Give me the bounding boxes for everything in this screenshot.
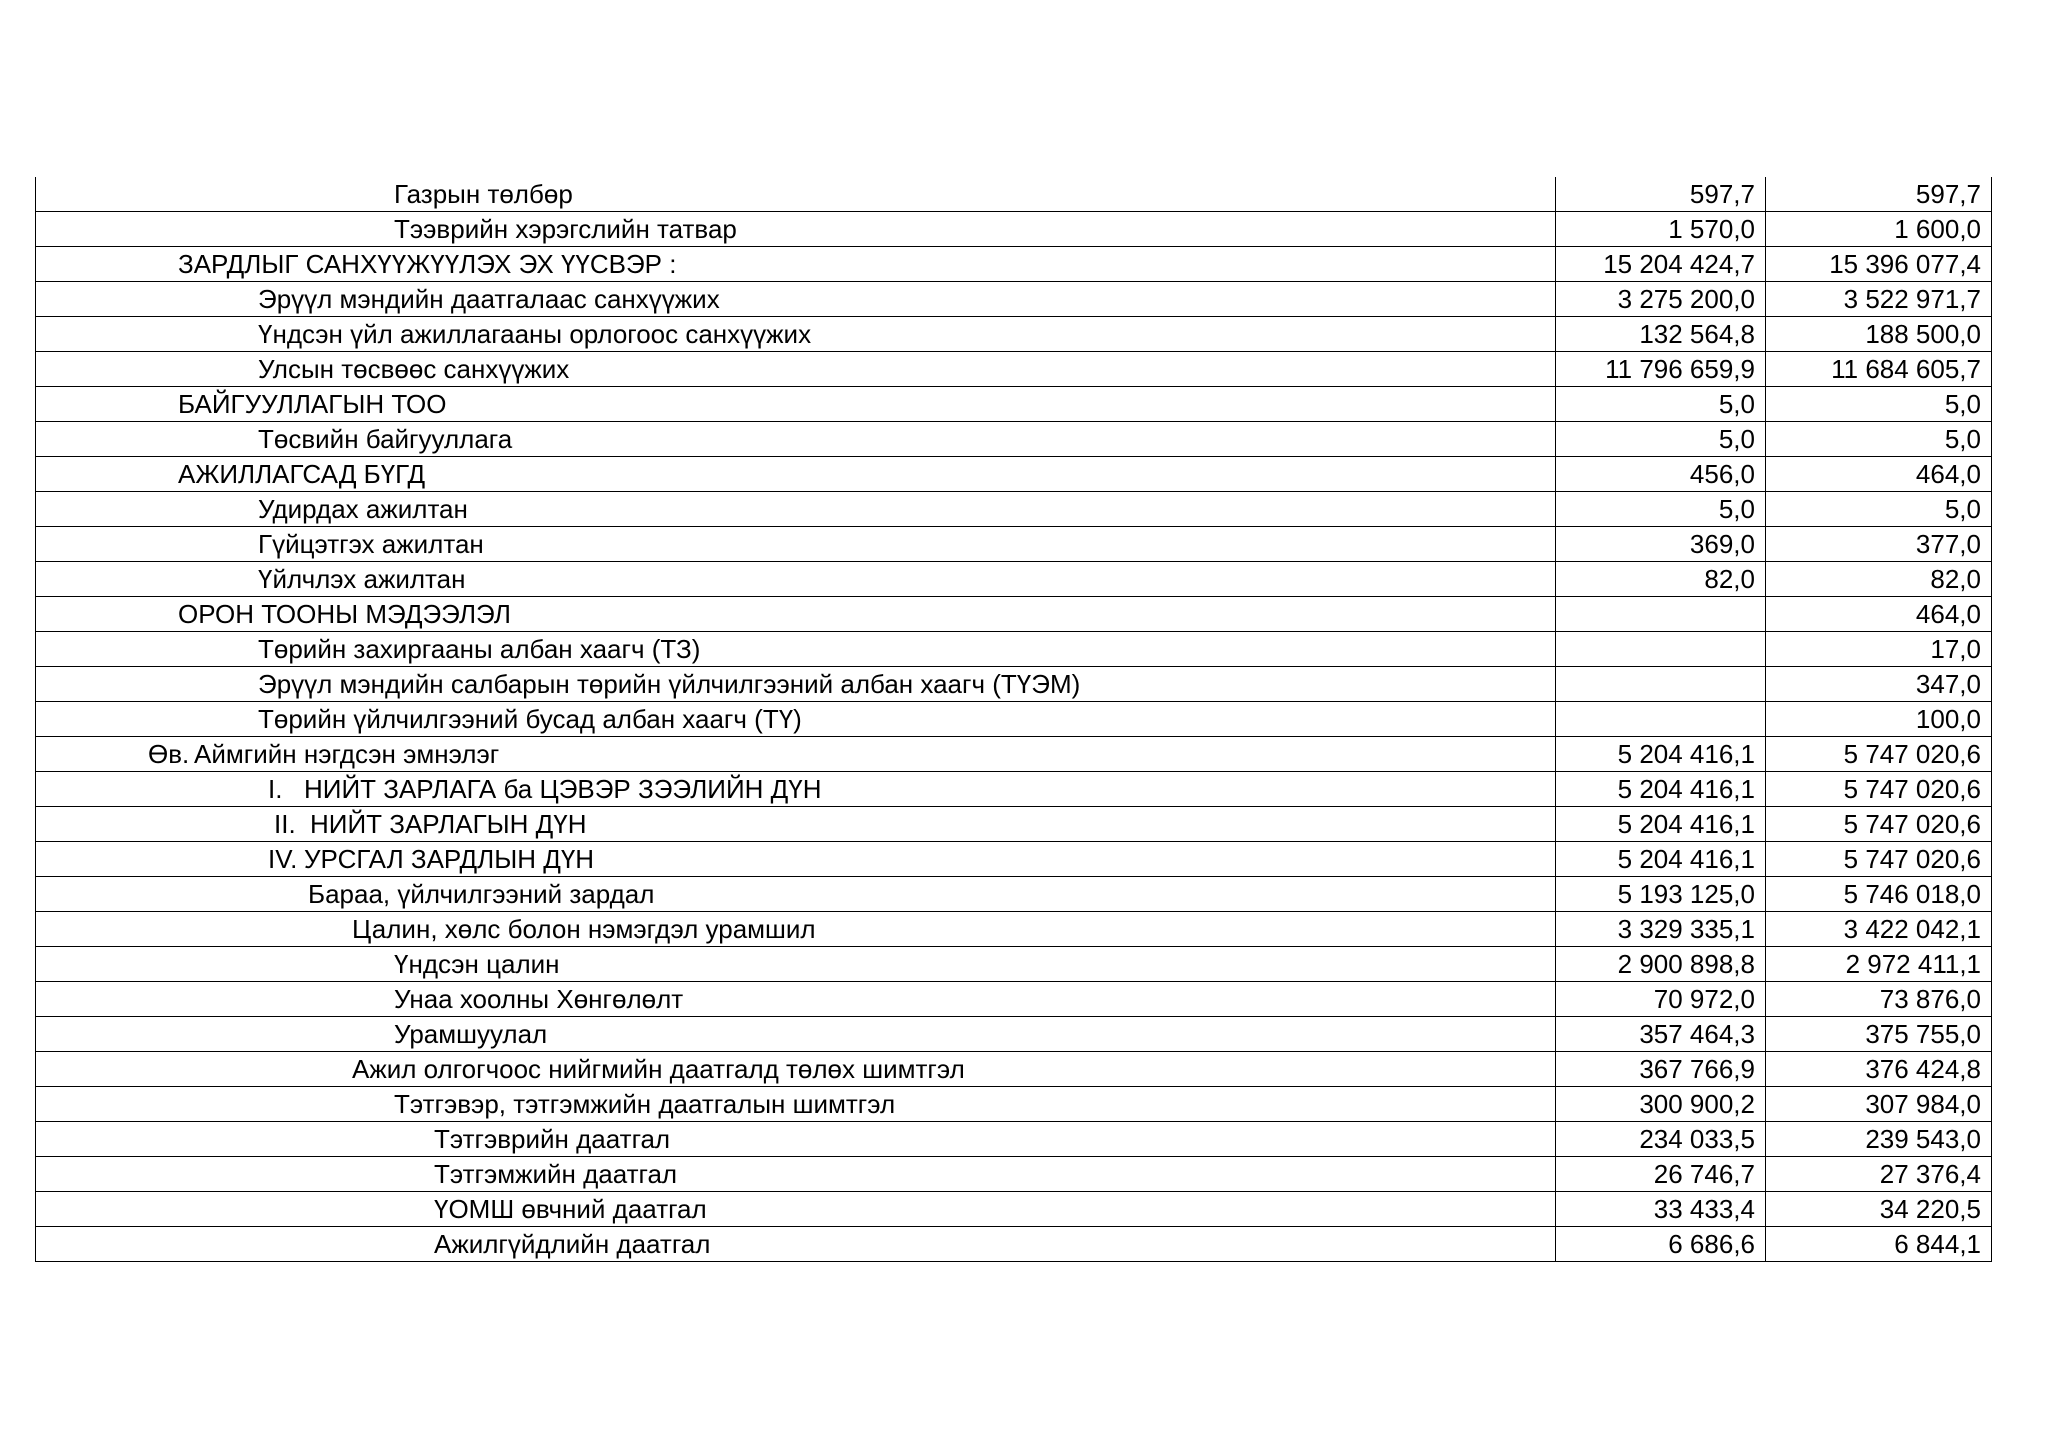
row-value-1: 5,0 [1556,422,1766,457]
row-label: Тэтгэмжийн даатгал [36,1157,1556,1192]
row-value-1: 5 204 416,1 [1556,807,1766,842]
row-value-2: 376 424,8 [1766,1052,1992,1087]
budget-table [35,177,1992,1262]
row-label: Төсвийн байгууллага [36,422,1556,457]
row-code: I. [268,774,283,804]
row-value-2: 464,0 [1766,457,1992,492]
table-row [36,877,1992,912]
row-value-2: 5 747 020,6 [1766,807,1992,842]
row-value-1: 33 433,4 [1556,1192,1766,1227]
row-value-2: 375 755,0 [1766,1017,1992,1052]
row-label: АЖИЛЛАГСАД БҮГД [36,457,1556,492]
row-value-1: 3 275 200,0 [1556,282,1766,317]
row-value-2: 5,0 [1766,492,1992,527]
row-value-1 [1556,702,1766,737]
table-row [36,387,1992,422]
table-row [36,912,1992,947]
row-value-1: 357 464,3 [1556,1017,1766,1052]
row-label: Үндсэн үйл ажиллагааны орлогоос санхүүжих [36,317,1556,352]
row-label: Газрын төлбөр [36,177,1556,212]
row-label: Эрүүл мэндийн салбарын төрийн үйлчилгээний албан хаагч (ТҮЭМ) [36,667,1556,702]
row-label [36,737,1556,772]
row-value-1: 5,0 [1556,387,1766,422]
row-label-text: НИЙТ ЗАРЛАГА ба ЦЭВЭР ЗЭЭЛИЙН ДҮН [304,774,822,804]
row-value-1: 300 900,2 [1556,1087,1766,1122]
row-label [36,842,1556,877]
row-label: Гүйцэтгэх ажилтан [36,527,1556,562]
row-value-1: 367 766,9 [1556,1052,1766,1087]
table-row [36,1052,1992,1087]
row-label: Үйлчлэх ажилтан [36,562,1556,597]
table-row [36,457,1992,492]
row-value-2: 11 684 605,7 [1766,352,1992,387]
row-value-2: 34 220,5 [1766,1192,1992,1227]
row-value-1: 2 900 898,8 [1556,947,1766,982]
row-value-2: 377,0 [1766,527,1992,562]
table-row [36,597,1992,632]
row-value-2: 27 376,4 [1766,1157,1992,1192]
row-value-2: 5 746 018,0 [1766,877,1992,912]
row-label: Эрүүл мэндийн даатгалаас санхүүжих [36,282,1556,317]
table-row [36,737,1992,772]
row-value-2: 5 747 020,6 [1766,737,1992,772]
table-row [36,842,1992,877]
row-label [36,772,1556,807]
row-label: Удирдах ажилтан [36,492,1556,527]
row-value-2: 15 396 077,4 [1766,247,1992,282]
table-row [36,562,1992,597]
row-value-2: 307 984,0 [1766,1087,1992,1122]
row-label: ЗАРДЛЫГ САНХҮҮЖҮҮЛЭХ ЭХ ҮҮСВЭР : [36,247,1556,282]
table-row [36,702,1992,737]
row-value-2: 239 543,0 [1766,1122,1992,1157]
row-value-2: 3 522 971,7 [1766,282,1992,317]
table-row [36,317,1992,352]
table-row [36,1157,1992,1192]
row-label: Тээврийн хэрэгслийн татвар [36,212,1556,247]
row-value-1: 132 564,8 [1556,317,1766,352]
row-value-1: 82,0 [1556,562,1766,597]
row-value-1 [1556,597,1766,632]
row-value-2: 464,0 [1766,597,1992,632]
row-label: Унаа хоолны Хөнгөлөлт [36,982,1556,1017]
table-row [36,282,1992,317]
row-value-2: 3 422 042,1 [1766,912,1992,947]
row-value-1: 6 686,6 [1556,1227,1766,1262]
row-value-1: 597,7 [1556,177,1766,212]
table-row [36,1192,1992,1227]
row-value-1: 70 972,0 [1556,982,1766,1017]
row-value-1: 369,0 [1556,527,1766,562]
table-row [36,1087,1992,1122]
table-row [36,1227,1992,1262]
row-value-2: 5,0 [1766,422,1992,457]
table-row [36,947,1992,982]
row-value-1: 5,0 [1556,492,1766,527]
row-value-1: 5 193 125,0 [1556,877,1766,912]
row-label: Урамшуулал [36,1017,1556,1052]
row-value-2: 6 844,1 [1766,1227,1992,1262]
row-label: Тэтгэврийн даатгал [36,1122,1556,1157]
row-value-2: 2 972 411,1 [1766,947,1992,982]
row-value-1 [1556,667,1766,702]
table-row [36,352,1992,387]
row-label: Төрийн захиргааны албан хаагч (ТЗ) [36,632,1556,667]
table-row [36,212,1992,247]
table-row [36,807,1992,842]
table-row [36,177,1992,212]
row-value-2: 597,7 [1766,177,1992,212]
row-value-1: 26 746,7 [1556,1157,1766,1192]
row-code: Өв. [148,739,190,769]
row-value-1: 3 329 335,1 [1556,912,1766,947]
row-value-1: 234 033,5 [1556,1122,1766,1157]
table-row [36,422,1992,457]
row-label: Бараа, үйлчилгээний зардал [36,877,1556,912]
row-label: ОРОН ТООНЫ МЭДЭЭЛЭЛ [36,597,1556,632]
row-label-text: УРСГАЛ ЗАРДЛЫН ДҮН [304,844,595,874]
row-label: Улсын төсвөөс санхүүжих [36,352,1556,387]
table-row [36,772,1992,807]
table-row [36,982,1992,1017]
table-row [36,1017,1992,1052]
row-value-2: 347,0 [1766,667,1992,702]
row-value-1: 456,0 [1556,457,1766,492]
row-label: ҮОМШ өвчний даатгал [36,1192,1556,1227]
row-label: Цалин, хөлс болон нэмэгдэл урамшил [36,912,1556,947]
row-label-text: НИЙТ ЗАРЛАГЫН ДҮН [310,809,587,839]
row-code: IV. [268,844,298,874]
row-value-1: 5 204 416,1 [1556,772,1766,807]
row-value-1: 15 204 424,7 [1556,247,1766,282]
row-value-2: 188 500,0 [1766,317,1992,352]
row-value-1: 5 204 416,1 [1556,842,1766,877]
row-label: Ажилгүйдлийн даатгал [36,1227,1556,1262]
table-row [36,247,1992,282]
table-row [36,527,1992,562]
row-value-2: 17,0 [1766,632,1992,667]
row-value-1: 1 570,0 [1556,212,1766,247]
row-label: Төрийн үйлчилгээний бусад албан хаагч (ТҮ) [36,702,1556,737]
row-label: Үндсэн цалин [36,947,1556,982]
row-value-2: 73 876,0 [1766,982,1992,1017]
row-value-2: 82,0 [1766,562,1992,597]
table-row [36,667,1992,702]
row-value-1: 5 204 416,1 [1556,737,1766,772]
row-value-1 [1556,632,1766,667]
row-value-1: 11 796 659,9 [1556,352,1766,387]
row-code: II. [274,809,296,839]
row-value-2: 5 747 020,6 [1766,772,1992,807]
table-row [36,632,1992,667]
row-label: БАЙГУУЛЛАГЫН ТОО [36,387,1556,422]
row-label-text: Аймгийн нэгдсэн эмнэлэг [194,739,500,769]
row-label: Ажил олгогчоос нийгмийн даатгалд төлөх шимтгэл [36,1052,1556,1087]
row-value-2: 1 600,0 [1766,212,1992,247]
row-label [36,807,1556,842]
table-row [36,1122,1992,1157]
row-value-2: 5,0 [1766,387,1992,422]
row-label: Тэтгэвэр, тэтгэмжийн даатгалын шимтгэл [36,1087,1556,1122]
row-value-2: 5 747 020,6 [1766,842,1992,877]
row-value-2: 100,0 [1766,702,1992,737]
table-row [36,492,1992,527]
